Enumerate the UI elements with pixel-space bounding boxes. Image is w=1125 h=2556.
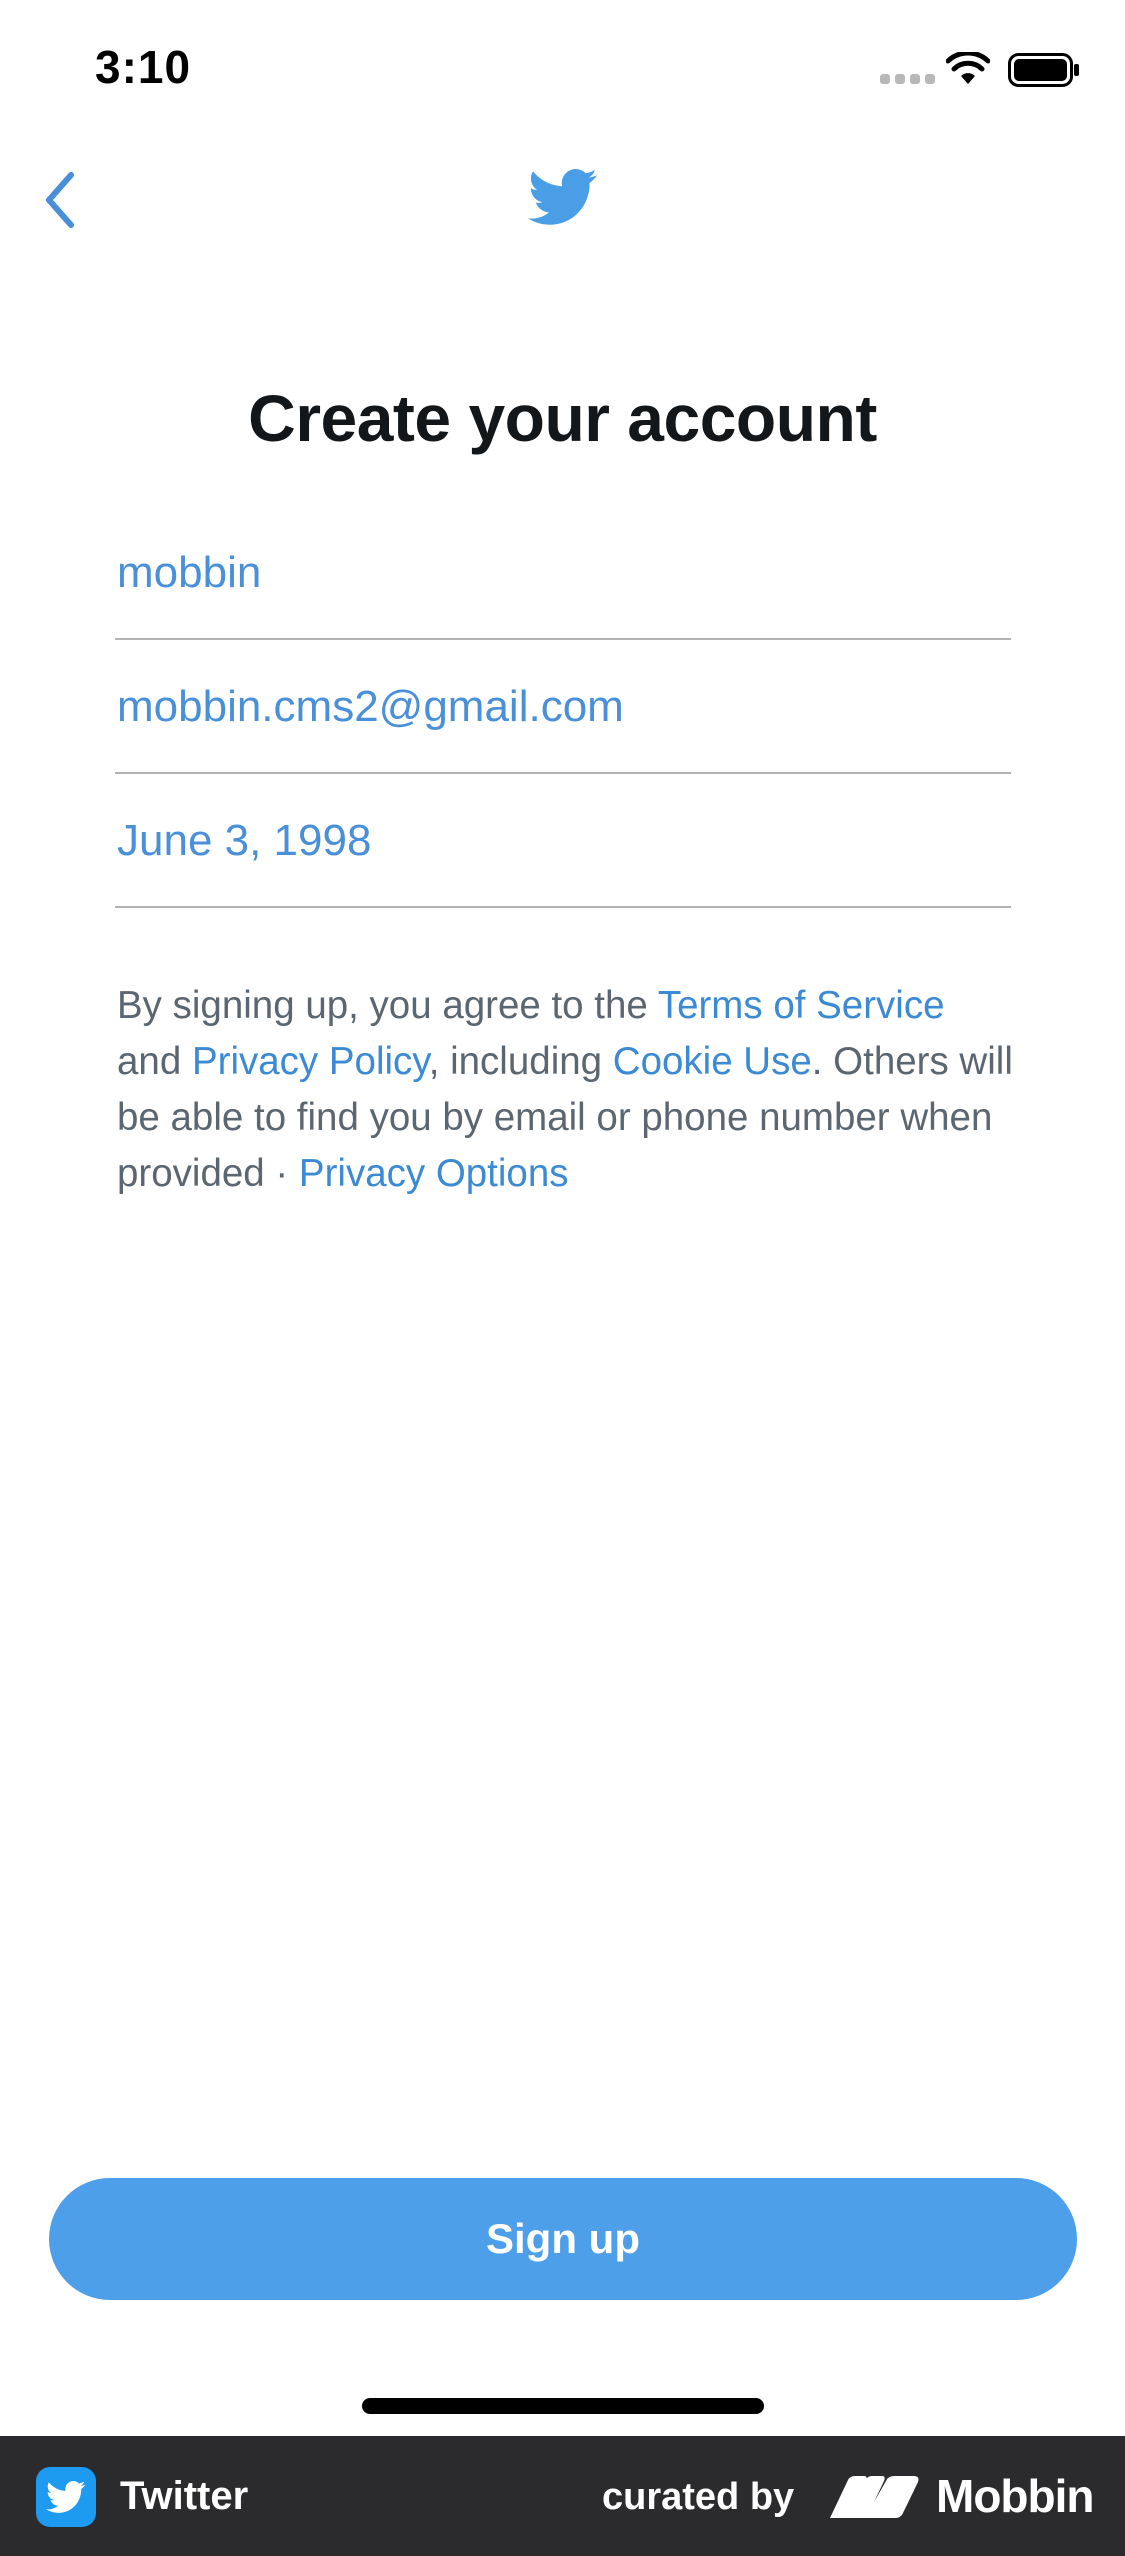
legal-text <box>117 978 1017 1202</box>
status-bar <box>0 0 1125 140</box>
legal-text-part-3: , including <box>428 1040 613 1083</box>
footer-brand-name: Mobbin <box>936 2470 1094 2522</box>
footer-bar <box>0 2436 1125 2556</box>
terms-of-service-link[interactable]: Terms of Service <box>657 984 945 1027</box>
back-button[interactable] <box>30 160 90 240</box>
email-field-value: mobbin.cms2@gmail.com <box>117 682 624 731</box>
battery-icon <box>1008 53 1080 87</box>
footer-curated-label: curated by <box>602 2476 795 2518</box>
footer-app-name: Twitter <box>120 2474 249 2518</box>
sign-up-button[interactable]: Sign up <box>49 2178 1077 2300</box>
twitter-bird-icon <box>522 162 604 232</box>
name-field-value: mobbin <box>117 548 262 597</box>
twitter-bird-icon <box>46 2477 86 2517</box>
mobbin-logo-icon <box>830 2476 920 2518</box>
twitter-app-icon <box>36 2467 96 2527</box>
wifi-icon <box>946 52 990 86</box>
date-of-birth-value: June 3, 1998 <box>117 816 372 865</box>
legal-text-part-1: By signing up, you agree to the <box>117 984 658 1027</box>
legal-text-part-2: and <box>117 1040 192 1083</box>
privacy-policy-link[interactable]: Privacy Policy <box>191 1040 429 1083</box>
date-of-birth-field[interactable] <box>115 774 1011 908</box>
chevron-left-icon <box>43 171 77 229</box>
email-field[interactable] <box>115 640 1011 774</box>
privacy-options-link[interactable]: Privacy Options <box>298 1152 569 1195</box>
status-time: 3:10 <box>95 41 192 93</box>
page-title: Create your account <box>248 381 877 455</box>
cookie-use-link[interactable]: Cookie Use <box>612 1040 812 1083</box>
home-indicator <box>362 2398 764 2414</box>
legal-text-part-4: . Others will be able to find you by email or phone number when provided · <box>117 1040 1013 1195</box>
name-field[interactable] <box>115 506 1011 640</box>
cellular-signal-icon <box>880 74 936 84</box>
